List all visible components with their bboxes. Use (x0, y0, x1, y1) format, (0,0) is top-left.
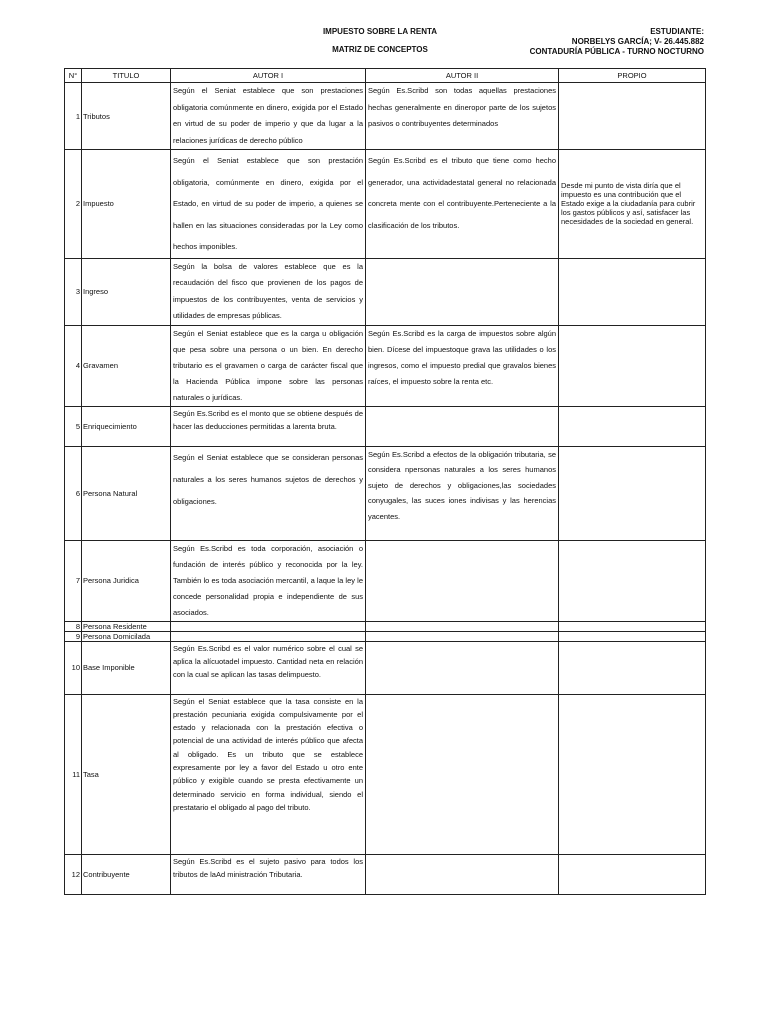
own-cell (559, 446, 706, 540)
row-number: 9 (65, 631, 82, 641)
own-cell (559, 83, 706, 150)
row-title: Tributos (82, 83, 171, 150)
table-row (65, 406, 706, 446)
author1-cell: Según Es.Scribd es el valor numérico sobre el cual se aplica la alícuotadel impuesto. Cantidad neta en relación con la cual se aplican las tasas delimpuesto. (171, 641, 366, 694)
row-title: Tasa (82, 694, 171, 854)
student-name: NORBELYS GARCÍA; V- 26.445.882 (571, 37, 704, 46)
own-cell (559, 641, 706, 694)
col-header-author2: AUTOR II (366, 69, 559, 83)
author1-cell (171, 631, 366, 641)
row-title: Ingreso (82, 258, 171, 325)
row-number: 11 (65, 694, 82, 854)
own-cell (559, 258, 706, 325)
author1-cell: Según el Seniat establece que es la carga u obligación que pesa sobre una persona o un bien. En derecho tributario es el gravamen o carga de carácter fiscal que la Hacienda Pública impone sobre las personas naturales o jurídicas. (171, 325, 366, 406)
row-title: Contribuyente (82, 854, 171, 894)
own-cell (559, 325, 706, 406)
author2-cell (366, 540, 559, 621)
table-row (65, 694, 706, 854)
row-number: 3 (65, 258, 82, 325)
row-title: Impuesto (82, 150, 171, 259)
table-row (65, 325, 706, 406)
author1-cell: Según el Seniat establece que son prestación obligatoria, comúnmente en dinero, exigida por el Estado, en virtud de su poder de imperio, a quienes se hallen en las situaciones consideradas por la Ley como hechos imponibles. (171, 150, 366, 259)
own-cell (559, 540, 706, 621)
col-header-number: N° (65, 69, 82, 83)
table-row (65, 446, 706, 540)
row-title: Persona Natural (82, 446, 171, 540)
author1-cell: Según Es.Scribd es toda corporación, asociación o fundación de interés público y reconocida por la ley. También lo es toda asociación mercantil, a laque la ley le concede personalidad propia e independiente de sus asociados. (171, 540, 366, 621)
row-title: Persona Domicilada (82, 631, 171, 641)
col-header-title: TITULO (82, 69, 171, 83)
author2-cell (366, 641, 559, 694)
row-title: Gravamen (82, 325, 171, 406)
row-number: 1 (65, 83, 82, 150)
row-number: 2 (65, 150, 82, 259)
author2-cell (366, 258, 559, 325)
row-number: 6 (65, 446, 82, 540)
author1-cell: Según el Seniat establece que la tasa consiste en la prestación pecuniaria exigida compulsivamente por el estado y relacionada con la prestación efectiva o potencial de una actividad de interés público que afecta al obligado. Es un tributo que se establece expresamente por ley a favor del Estado u otro ente público y exigible cuando se presta efectivamente un determinado servicio en forma individual, siendo el prestatario el obligado al pago del tributo. (171, 694, 366, 854)
own-cell (559, 854, 706, 894)
own-cell: Desde mi punto de vista diría que el impuesto es una contribución que el Estado exige a la ciudadanía para cubrir los gastos públicos y así, satisfacer las necesidades de la sociedad en general. (559, 150, 706, 259)
own-cell (559, 631, 706, 641)
author2-cell (366, 631, 559, 641)
table-row (65, 258, 706, 325)
row-number: 4 (65, 325, 82, 406)
row-title: Persona Residente (82, 621, 171, 631)
row-title: Persona Juridica (82, 540, 171, 621)
author1-cell (171, 621, 366, 631)
table-row (65, 150, 706, 259)
own-cell (559, 621, 706, 631)
row-title: Enriquecimiento (82, 406, 171, 446)
student-label: ESTUDIANTE: (650, 27, 704, 36)
own-cell (559, 694, 706, 854)
author1-cell: Según Es.Scribd es el monto que se obtiene después de hacer las deducciones permitidas a larenta bruta. (171, 406, 366, 446)
row-title: Base Imponible (82, 641, 171, 694)
author2-cell: Según Es.Scribd son todas aquellas prestaciones hechas generalmente en dineropor parte de los sujetos pasivos o contribuyentes determinados (366, 83, 559, 150)
concept-matrix-table (64, 68, 706, 895)
document-subtitle: MATRIZ DE CONCEPTOS (332, 45, 428, 54)
row-number: 10 (65, 641, 82, 694)
table-row (65, 854, 706, 894)
student-info-block (530, 27, 704, 57)
table-row (65, 621, 706, 631)
author2-cell: Según Es.Scribd a efectos de la obligación tributaria, se considera npersonas naturales a los seres humanos sujeto de derechos y obligaciones,las sociedades conyugales, las suces iones indivisas y las herencias yacentes. (366, 446, 559, 540)
author2-cell: Según Es.Scribd es el tributo que tiene como hecho generador, una actividadestatal general no relacionada concreta mente con el contribuyente.Perteneciente a la clasificación de los tributos. (366, 150, 559, 259)
author2-cell (366, 621, 559, 631)
student-program: CONTADURÍA PÚBLICA - TURNO NOCTURNO (529, 47, 704, 56)
document-title-block (300, 27, 460, 63)
author1-cell: Según la bolsa de valores establece que es la recaudación del fisco que provienen de los pagos de impuestos de los contribuyentes, venta de servicios y utilidades de empresas públicas. (171, 258, 366, 325)
row-number: 12 (65, 854, 82, 894)
table-header-row (65, 69, 706, 83)
author1-cell: Según el Seniat establece que se consideran personas naturales a los seres humanos sujetos de derechos y obligaciones. (171, 446, 366, 540)
table-row (65, 631, 706, 641)
author2-cell (366, 406, 559, 446)
table-row (65, 641, 706, 694)
author2-cell (366, 854, 559, 894)
row-number: 8 (65, 621, 82, 631)
author2-cell: Según Es.Scribd es la carga de impuestos sobre algún bien. Dícese del impuestoque grava las utilidades o los ingresos, como el impuesto predial que gravalos bienes raíces, el impuesto sobre la renta etc. (366, 325, 559, 406)
own-cell (559, 406, 706, 446)
table-row (65, 540, 706, 621)
col-header-author1: AUTOR I (171, 69, 366, 83)
author2-cell (366, 694, 559, 854)
author1-cell: Según el Seniat establece que son prestaciones obligatoria comúnmente en dinero, exigida por el Estado en virtud de su poder de imperio y que da lugar a la relaciones jurídicas de derecho público (171, 83, 366, 150)
row-number: 5 (65, 406, 82, 446)
row-number: 7 (65, 540, 82, 621)
col-header-own: PROPIO (559, 69, 706, 83)
document-title: IMPUESTO SOBRE LA RENTA (322, 27, 438, 36)
author1-cell: Según Es.Scribd es el sujeto pasivo para todos los tributos de laAd ministración Tributaria. (171, 854, 366, 894)
table-row (65, 83, 706, 150)
